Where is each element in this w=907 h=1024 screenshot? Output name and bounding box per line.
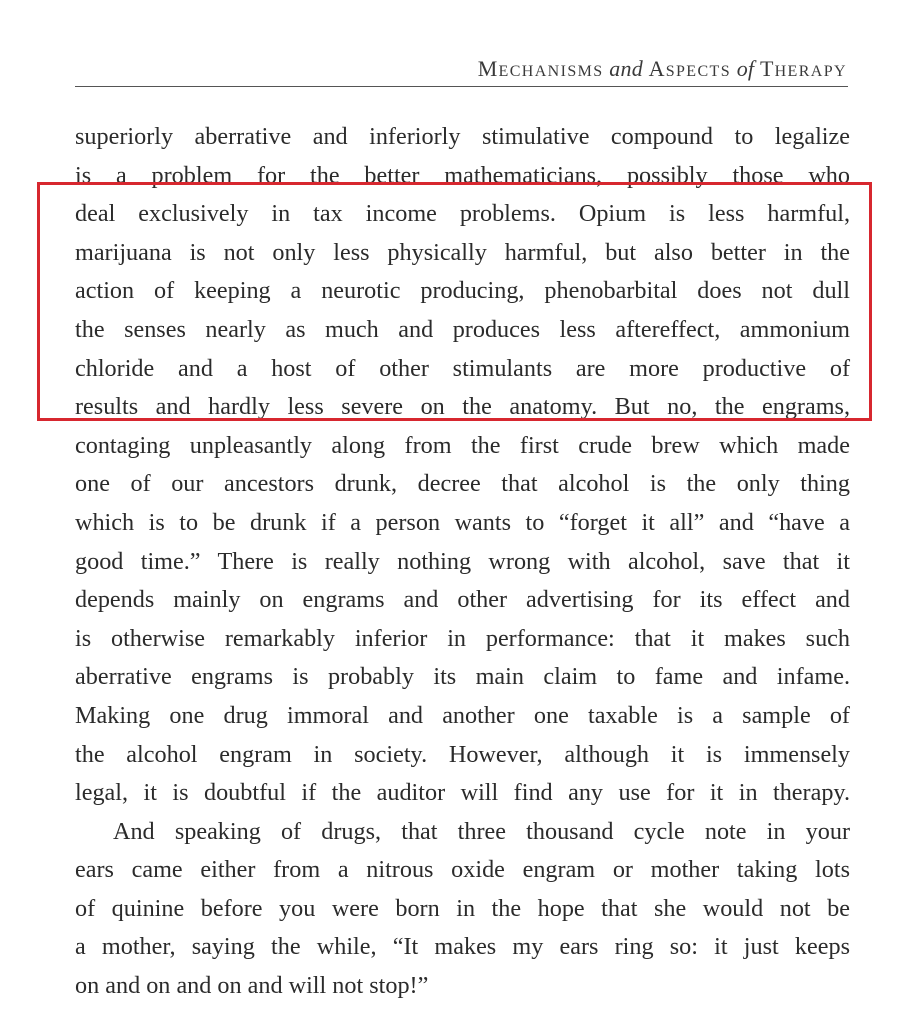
- text-line: And speaking of drugs, that three thousand cycle note in your: [113, 817, 850, 845]
- text-line: depends mainly on engrams and other advertising for its effect and: [75, 586, 850, 614]
- text-line: contaging unpleasantly along from the first crude brew which made: [75, 431, 850, 459]
- text-line: the alcohol engram in society. However, although it is immensely: [75, 740, 850, 768]
- running-head: [478, 56, 847, 82]
- text-line: good time.” There is really nothing wrong with alcohol, save that it: [75, 547, 850, 575]
- text-line: one of our ancestors drunk, decree that alcohol is the only thing: [75, 470, 850, 498]
- paragraph-1: [75, 118, 850, 813]
- text-line: the senses nearly as much and produces less aftereffect, ammonium: [75, 315, 850, 343]
- text-line: marijuana is not only less physically harmful, but also better in the: [75, 238, 850, 266]
- header-rule: [75, 86, 848, 87]
- running-head-cap: T: [759, 56, 775, 81]
- running-head-smallcaps: HERAPY: [774, 63, 847, 80]
- text-line: is otherwise remarkably inferior in performance: that it makes such: [75, 624, 850, 652]
- page-body: [75, 118, 850, 1006]
- running-head-italic: of: [731, 56, 760, 81]
- text-line: Making one drug immoral and another one taxable is a sample of: [75, 701, 850, 729]
- running-head-italic: and: [603, 56, 649, 81]
- text-line: action of keeping a neurotic producing, phenobarbital does not dull: [75, 277, 850, 305]
- text-line: legal, it is doubtful if the auditor will find any use for it in therapy.: [75, 779, 850, 807]
- running-head-cap: M: [477, 56, 499, 81]
- text-line: on and on and on and will not stop!”: [75, 972, 429, 1000]
- text-line: which is to be drunk if a person wants to “forget it all” and “have a: [75, 508, 850, 536]
- running-head-smallcaps: ECHANISMS: [498, 63, 604, 80]
- text-line: is a problem for the better mathematicians, possibly those who: [75, 161, 850, 189]
- text-line: results and hardly less severe on the anatomy. But no, the engrams,: [75, 393, 850, 421]
- text-line: of quinine before you were born in the hope that she would not be: [75, 894, 850, 922]
- text-line: superiorly aberrative and inferiorly stimulative compound to legalize: [75, 123, 850, 150]
- running-head-cap: A: [648, 56, 666, 81]
- paragraph-2: [75, 813, 850, 1006]
- text-line: ears came either from a nitrous oxide engram or mother taking lots: [75, 856, 850, 884]
- text-line: a mother, saying the while, “It makes my ears ring so: it just keeps: [75, 933, 850, 961]
- text-line: aberrative engrams is probably its main claim to fame and infame.: [75, 663, 850, 691]
- running-head-smallcaps: SPECTS: [665, 63, 732, 80]
- text-line: chloride and a host of other stimulants are more productive of: [75, 354, 850, 382]
- text-line: deal exclusively in tax income problems. Opium is less harmful,: [75, 200, 850, 228]
